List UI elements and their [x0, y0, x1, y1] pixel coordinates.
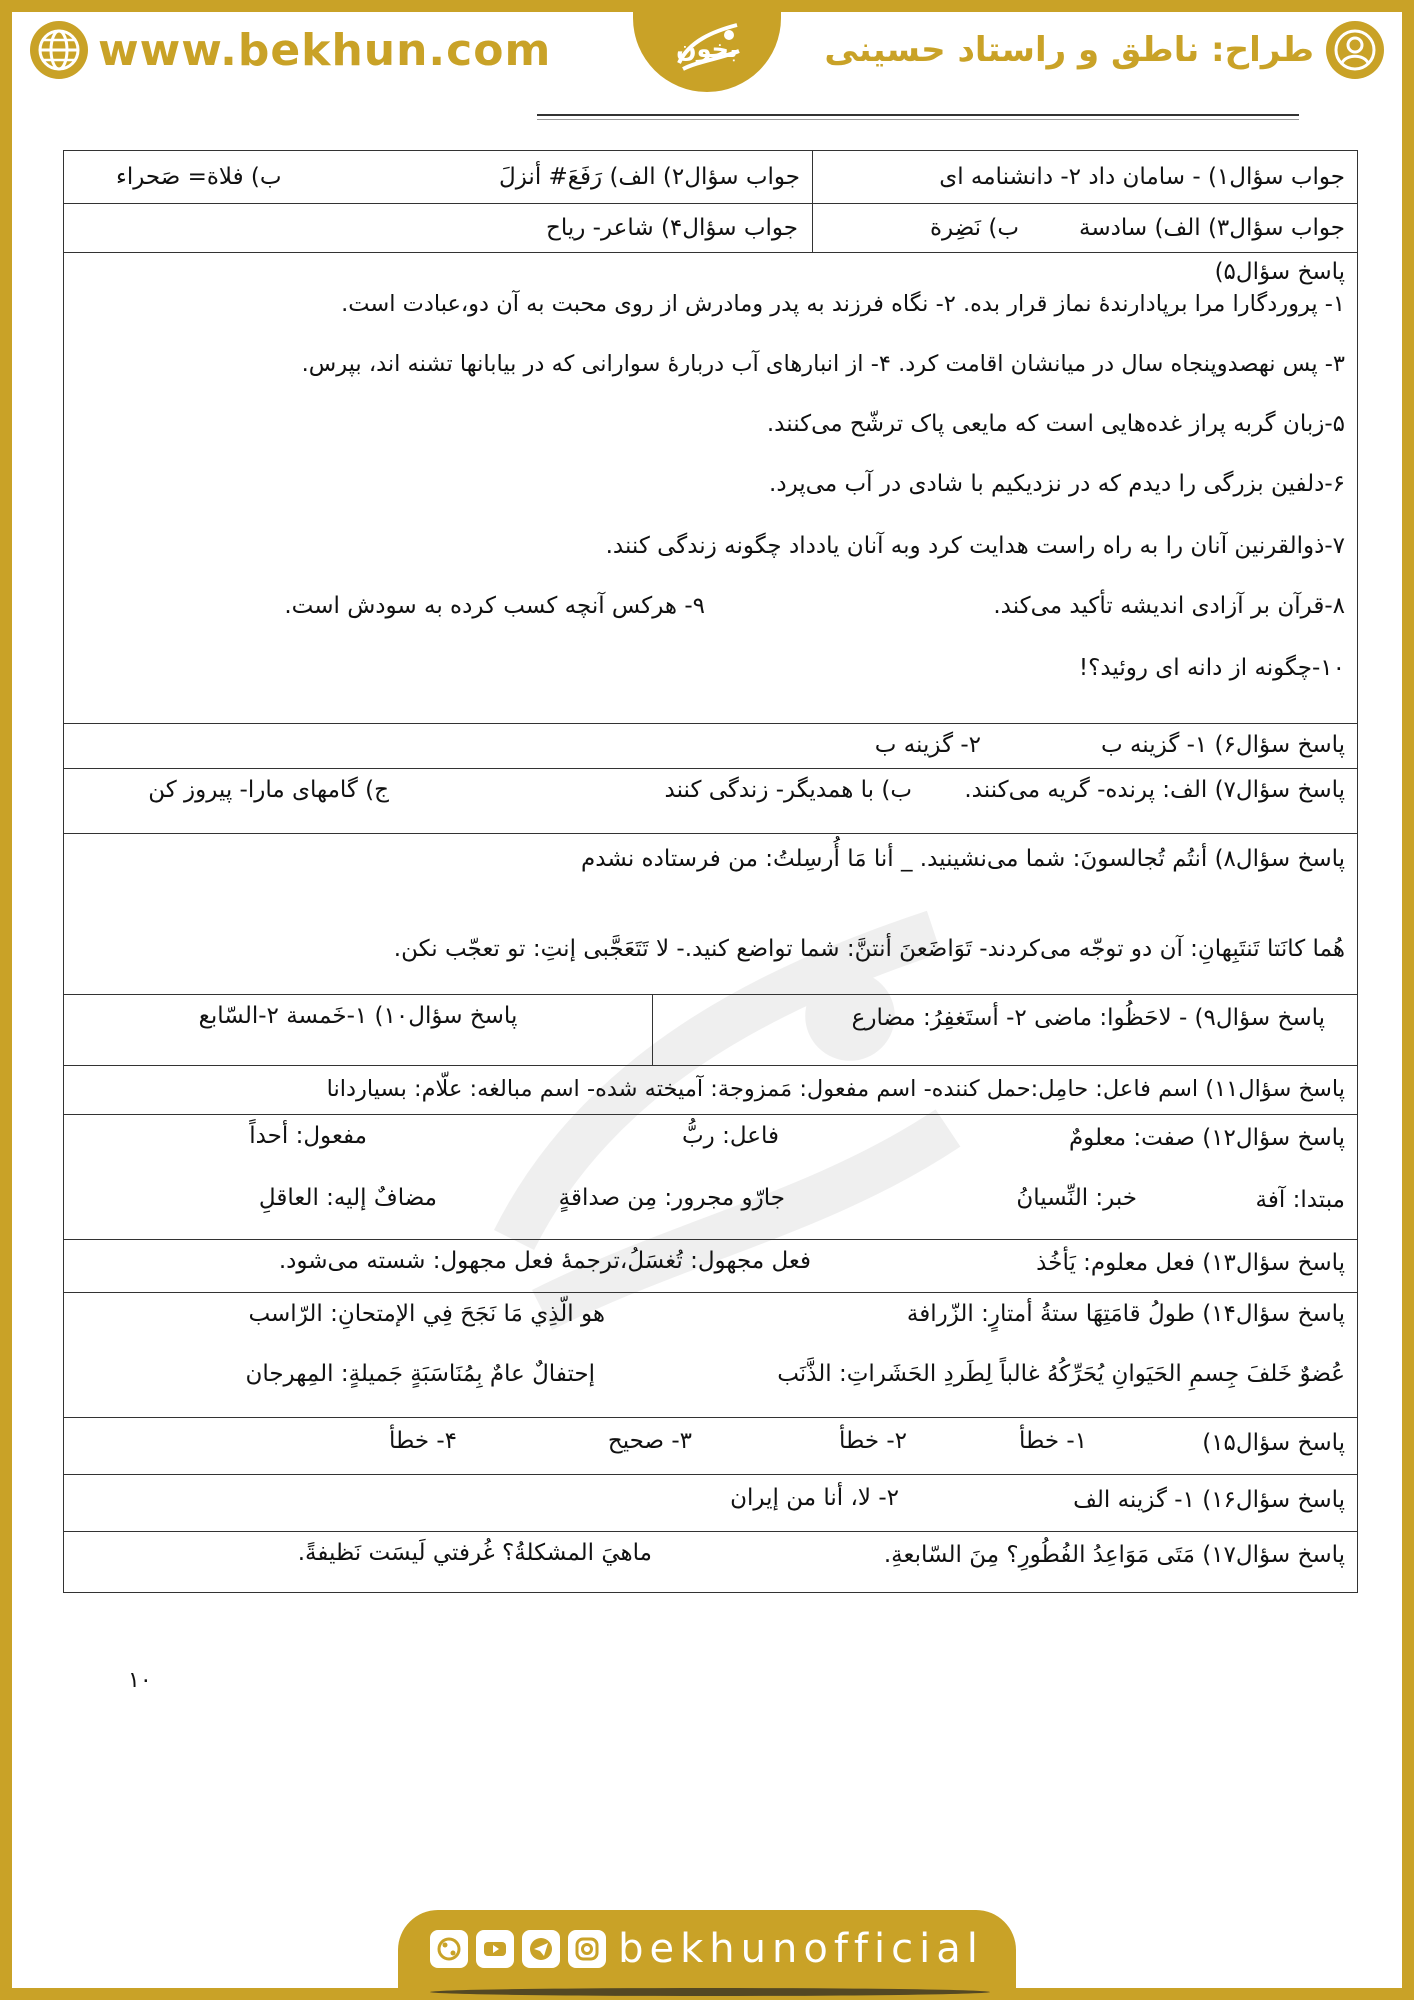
- answer-13a: پاسخ سؤال۱۳) فعل معلوم: يَأخُذ: [1036, 1250, 1345, 1276]
- answer-16b: ۲- لا، أنا من إيران: [730, 1485, 899, 1511]
- answer-12-mozaf: مضافٌ إليه: العاقلِ: [258, 1185, 437, 1211]
- answer-14d: إحتفالٌ عامٌ بِمُنَاسَبَةٍ جَميلةٍ: المِهرجان: [245, 1361, 595, 1387]
- answer-5-line-3: ۵-زبان گربه پراز غده‌هایی است که مایعی پاک ترشّح می‌کنند.: [766, 411, 1345, 437]
- answer-8-block: [64, 834, 1357, 995]
- answer-16a: پاسخ سؤال۱۶) ۱- گزینه الف: [1073, 1487, 1345, 1513]
- answer-2a: جواب سؤال۲) الف) رَفَعَ# أنزلَ: [499, 164, 800, 190]
- header-divider: [537, 114, 1299, 116]
- answer-3a: جواب سؤال۳) الف) سادسة: [1079, 215, 1345, 241]
- answer-row-9-10: [64, 995, 1357, 1066]
- answer-11: پاسخ سؤال۱۱) اسم فاعل: حامِل:حمل کننده- اسم مفعول: مَمزوجة: آمیخته شده- اسم مبالغه: علّام: بسیاردانا: [326, 1076, 1345, 1102]
- telegram-icon[interactable]: [522, 1930, 560, 1968]
- website-link[interactable]: [30, 20, 551, 80]
- answer-5-title: پاسخ سؤال۵): [1214, 259, 1345, 285]
- social-footer: [398, 1910, 1016, 1988]
- answer-12-khabar: خبر: النِّسيانُ: [1016, 1185, 1137, 1211]
- answer-10: پاسخ سؤال۱۰) ۱-خَمسة ۲-السّابع: [198, 1003, 518, 1029]
- answer-12-block: [64, 1115, 1357, 1240]
- answer-16-row: [64, 1475, 1357, 1532]
- answer-17-row: [64, 1532, 1357, 1592]
- answer-14c: عُضوٌ خَلفَ جِسمِ الحَيَوانِ يُحَرِّكُهُ غالباً لِطَردِ الحَشَراتِ: الذَّنَب: [777, 1361, 1345, 1387]
- answer-row-3-4: [64, 204, 1357, 253]
- answer-14-block: [64, 1293, 1357, 1418]
- answer-14b: هو الّذِي مَا نَجَحَ فِي الإمتحانِ: الرّاسب: [248, 1301, 605, 1327]
- answer-17b: ماهيَ المشكلةُ؟ غُرفتي لَيسَت نَظيفةً.: [297, 1540, 652, 1566]
- answer-15-item-4: ۴- خطأ: [388, 1428, 457, 1454]
- social-handle: bekhunofficial: [618, 1926, 984, 1972]
- answer-8-line-2: هُما كانَتا تَنتَبِهانِ: آن دو توجّه می‌کردند- تَوَاضَعنَ أنتنَّ: شما تواضع کنید.- لا تَتَعَجَّبی إنتِ: تو تعجّب نکن.: [393, 936, 1345, 962]
- answer-15-item-1: ۱- خطأ: [1018, 1428, 1087, 1454]
- answer-14a: پاسخ سؤال۱۴) طولُ قامَتِهَا ستةُ أمتارٍ: الزّرافة: [906, 1301, 1345, 1327]
- answer-4-cell: [64, 204, 813, 252]
- aparat-icon[interactable]: [430, 1930, 468, 1968]
- answer-15-title: پاسخ سؤال۱۵): [1202, 1430, 1345, 1456]
- user-icon: [1326, 21, 1384, 79]
- answer-6-row: [64, 724, 1357, 769]
- social-icons: [430, 1930, 606, 1968]
- answer-12-adjective: پاسخ سؤال۱۲) صفت: معلومٌ: [1068, 1125, 1345, 1151]
- answer-7-row: [64, 769, 1357, 834]
- answer-5-line-2: ۳- پس نهصدوپنجاه سال در میانشان اقامت کرد. ۴- از انبارهای آب دربارهٔ سوارانی که در بیابانها تشنه اند، بپرس.: [301, 351, 1345, 377]
- answer-7c: ج) گامهای مارا- پیروز کن: [148, 777, 389, 803]
- answer-1: جواب سؤال۱) - سامان داد ۲- دانشنامه ای: [939, 164, 1345, 190]
- answer-5-line-6a: ۸-قرآن بر آزادی اندیشه تأکید می‌کند.: [993, 593, 1345, 619]
- page-number: ۱۰: [128, 1668, 152, 1693]
- designer-credit: [824, 20, 1384, 80]
- answer-5-block: [64, 253, 1357, 724]
- designer-text: طراح: ناطق و راستاد حسینی: [824, 30, 1314, 70]
- answer-10-cell: [64, 995, 653, 1065]
- answer-15-item-3: ۳- صحیح: [607, 1428, 692, 1454]
- footer-shadow: [430, 1988, 990, 1996]
- answer-sheet: [63, 150, 1358, 1593]
- answer-11-row: [64, 1066, 1357, 1115]
- answer-3-cell: [813, 204, 1357, 252]
- website-text: www.bekhun.com: [98, 24, 552, 76]
- answer-5-line-1: ۱- پروردگارا مرا برپادارندهٔ نماز قرار بده. ۲- نگاه فرزند به پدر ومادرش از روی محبت به آن دو،عبادت است.: [341, 291, 1345, 317]
- answer-7b: ب) با همدیگر- زندگی کنند: [664, 777, 912, 803]
- youtube-icon[interactable]: [476, 1930, 514, 1968]
- answer-12-jar-majrur: جارّو مجرور: مِن صداقةٍ: [558, 1185, 785, 1211]
- answer-1-cell: [813, 151, 1357, 203]
- answer-3b: ب) نَضِرة: [929, 215, 1020, 241]
- answer-8-line-1: پاسخ سؤال۸) أنتُم تُجالسونَ: شما می‌نشینید. _ أنا مَا أُرسِلتُ: من فرستاده نشدم: [581, 846, 1345, 872]
- answer-13-row: [64, 1240, 1357, 1293]
- answer-9-cell: [653, 995, 1357, 1065]
- answer-6b: ۲- گزینه ب: [874, 732, 981, 758]
- answer-5-line-5: ۷-ذوالقرنین آنان را به راه راست هدایت کرد وبه آنان یادداد چگونه زندگی کنند.: [605, 533, 1345, 559]
- globe-icon: [30, 21, 88, 79]
- answer-2b: ب) فلاة= صَحراء: [116, 164, 282, 190]
- answer-17a: پاسخ سؤال۱۷) مَتَى مَوَاعِدُ الفُطُورِ؟ مِنَ السّابعةِ.: [883, 1542, 1345, 1568]
- answer-2-cell: [64, 151, 813, 203]
- answer-15-item-2: ۲- خطأ: [838, 1428, 907, 1454]
- header-divider-thin: [537, 119, 1299, 120]
- answer-12-subject: فاعل: ربُّ: [682, 1123, 779, 1149]
- answer-7a: پاسخ سؤال۷) الف: پرنده- گریه می‌کنند.: [964, 777, 1345, 803]
- answer-row-1-2: [64, 151, 1357, 204]
- instagram-icon[interactable]: [568, 1930, 606, 1968]
- answer-13b: فعل مجهول: تُغسَلُ،ترجمهٔ فعل مجهول: شسته می‌شود.: [278, 1248, 811, 1274]
- answer-12-object: مفعول: أحداً: [249, 1123, 367, 1149]
- answer-9: پاسخ سؤال۹) - لاحَظُوا: ماضی ۲- أستَغفِرُ: مضارع: [851, 1005, 1325, 1031]
- answer-5-line-6b: ۹- هرکس آنچه کسب کرده به سودش است.: [284, 593, 705, 619]
- answer-12-mobtada: مبتدا: آفة: [1255, 1187, 1345, 1213]
- answer-5-line-7: ۱۰-چگونه از دانه ای روئید؟!: [1078, 655, 1345, 681]
- answer-5-line-4: ۶-دلفین بزرگی را دیدم که در نزدیکیم با شادی در آب می‌پرد.: [769, 471, 1345, 497]
- logo-text: بخون: [676, 35, 738, 63]
- answer-4: جواب سؤال۴) شاعر- رياح: [545, 215, 798, 241]
- answer-15-row: [64, 1418, 1357, 1475]
- answer-6a: پاسخ سؤال۶) ۱- گزینه ب: [1101, 732, 1345, 758]
